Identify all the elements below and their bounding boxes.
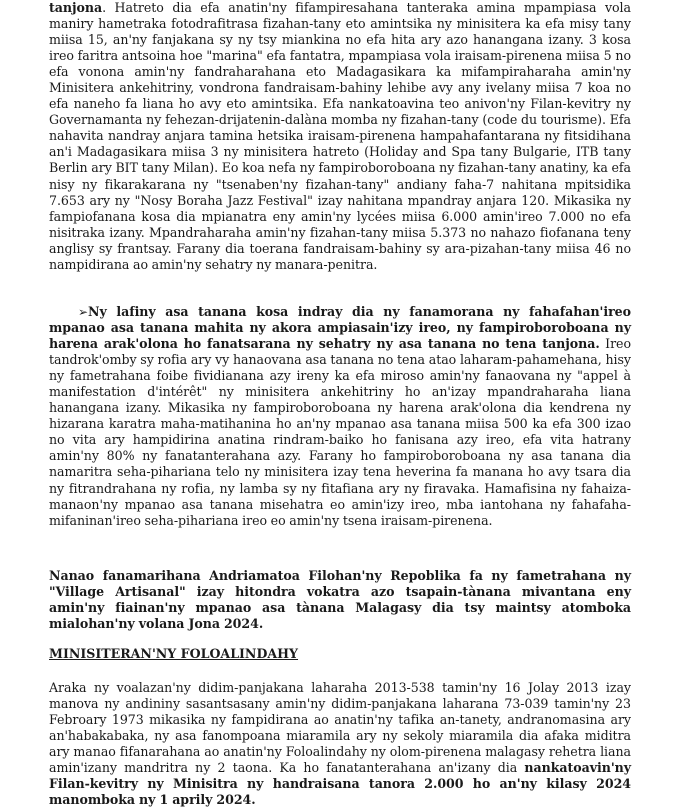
paragraph-handicraft-text: Ireo tandrok'omby sy rofia ary vy hanaovana asa tanana no tena atao laharam-pahamehana, hisy ny fametrahana foibe fividianana azy ireny ka efa miroso amin'ny fanaovana ny "appel à manifestation d'intérêt" ny minisitera ankehitriny ho an'izay mpandraharaha liana hanangana izany. Mikasika ny fampiroboroboana ny harena arak'olona dia kendrena ny hizarana karatra maha-matihanina ho an'ny mpanao asa tanana miisa 500 ka efa 300 izao no vita ary hampidirina anatina rindram-baiko ho fanisana azy ireo, efa vita hatrany amin'ny 80% ny fanatanterahana azy. Farany ho fampiroboroboana ny asa tanana dia namaritra seha-pihariana telo ny minisitera izay tena heverina fa manana ho avy tsara dia ny fitrandrahana ny rofia, ny lamba sy ny fitafiana ary ny firavaka. Hamafisina ny fahaiza-manaon'ny mpanao asa tanana misehatra eo amin'izy ireo, mba iantohana ny fahafaha-mifaninan'ireo seha-pihariana ireo eo amin'ny tsena iraisam-pirenena. (49, 336, 631, 528)
paragraph-handicraft (49, 304, 631, 529)
paragraph-handicraft-bold: Ny lafiny asa tanana kosa indray dia ny fanamorana ny fahafahan'ireo mpanao asa tanana mahita ny akora ampiasain'izy ireo, ny fampiroboroboana ny harena arak'olona ho fanatsarana ny sehatry ny asa tanana no tena tanjona. (49, 304, 631, 352)
paragraph-tourism-text: . Hatreto dia efa anatin'ny fifampiresahana tanteraka amina mpampiasa vola maniry hametraka fotodrafitrasa fizahan-tany eto amintsika ny minisitera ka efa misy tany miisa 15, an'ny fanjakana sy ny tsy miankina no efa hita ary azo hanangana izany. 3 kosa ireo faritra antsoina hoe "marina" efa fantatra, mpampiasa vola iraisam-pirenena miisa 5 no efa vonona amin'ny fandraharahana eto Madagasikara ka mifampiraharaha amin'ny Minisitera ankehitriny, vondrona fandraisam-bahiny lehibe avy any ivelany miisa 7 koa no efa naneho fa liana ho avy eto amintsika. Efa nankatoavina teo anivon'ny Filan-kevitry ny Governamanta ny fehezan-drijatenin-dalàna momba ny fizahan-tany (code du tourisme). Efa nahavita nandray anjara tamina hetsika iraisam-pirenena hampahafantarana ny fitsidihana an'i Madagasikara miisa 3 ny minisitera hatreto (Holiday and Spa tany Bulgarie, ITB tany Berlin ary BIT tany Milan). Eo koa nefa ny fampiroboroboana ny fizahan-tany anatiny, ka efa nisy ny fikarakarana ny "tsenaben'ny fizahan-tany" andiany faha-7 nahitana mpitsidika 7.653 ary ny "Nosy Boraha Jazz Festival" izay nahitana mpandray anjara 120. Mikasika ny fampiofanana kosa dia mpianatra eny amin'ny lycées miisa 6.000 amin'ireo 7.000 no efa nisitraka izany. Mpandraharaha amin'ny fizahan-tany miisa 5.373 no nahazo fiofanana teny anglisy sy frantsay. Farany dia toerana fandraisam-bahiny sy ara-pizahan-tany miisa 46 no nampidirana ao amin'ny sehatry ny manara-penitra. (49, 0, 631, 272)
paragraph-village-artisanal (49, 568, 631, 632)
arrow-bullet-icon: ➢ (78, 305, 89, 319)
paragraph-armed-forces-text: Araka ny voalazan'ny didim-panjakana laharaha 2013-538 tamin'ny 16 Jolay 2013 izay manova ny andininy sasantsasany amin'ny didim-panjakana laharana 73-039 tamin'ny 23 Febroary 1973 mikasika ny fampidirana ao anatin'ny tafika an-tanety, andranomasina ary an'habakabaka, ny asa fanompoana miaramila ary ny sekoly miaramila dia afaka miditra ary manao fifanarahana ao anatin'ny Foloalindahy ny olom-pirenena malagasy rehetra liana amin'izany mandritra ny 2 taona. Ka ho fanatanterahana an'izany dia (49, 680, 631, 776)
paragraph-armed-forces-bold: nankatoavin'ny Filan-kevitry ny Minisitra ny handraisana tanora 2.000 ho an'ny kilasy 2024 manomboka ny 1 aprily 2024. (49, 760, 631, 808)
paragraph-armed-forces (49, 680, 631, 808)
lead-bold-text: tanjona (49, 0, 103, 15)
paragraph-village-artisanal-text: Nanao fanamarihana Andriamatoa Filohan'ny Repoblika fa ny fametrahana ny "Village Artisanal" izay hitondra vokatra azo tsapain-tànana mivantana eny amin'ny fiainan'ny mpanao asa tànana Malagasy dia tsy maintsy atomboka mialohan'ny volana Jona 2024. (49, 568, 631, 632)
paragraph-tourism (49, 0, 631, 273)
section-heading: MINISITERAN'NY FOLOALINDAHY (49, 646, 299, 661)
